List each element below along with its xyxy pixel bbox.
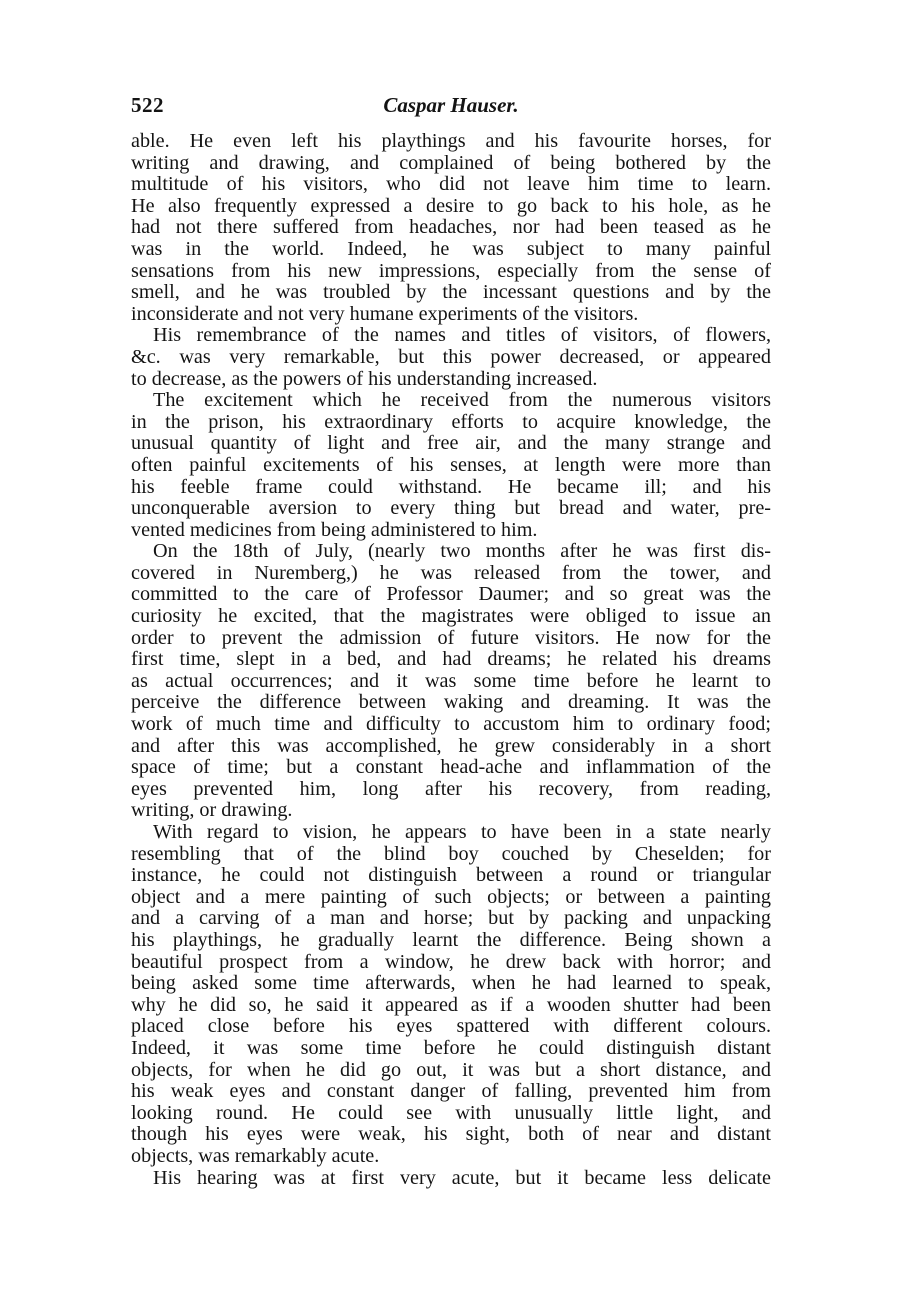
text-line: first time, slept in a bed, and had dreams; he related his dreams [131, 648, 771, 671]
text-line: had not there suffered from headaches, nor had been teased as he [131, 216, 771, 239]
paragraph [131, 541, 771, 822]
text-line: was in the world. Indeed, he was subject to many painful [131, 237, 771, 260]
text-line: object and a mere painting of such objects; or between a painting [131, 885, 771, 908]
text-line: looking round. He could see with unusually little light, and [131, 1101, 771, 1124]
text-line: placed close before his eyes spattered with different colours. [131, 1015, 771, 1038]
text-line: order to prevent the admission of future visitors. He now for the [131, 626, 771, 649]
text-line: why he did so, he said it appeared as if a wooden shutter had been [131, 993, 771, 1016]
text-line: Indeed, it was some time before he could distinguish distant [131, 1036, 771, 1059]
text-line: multitude of his visitors, who did not leave him time to learn. [131, 173, 771, 196]
page-header [131, 93, 771, 123]
text-line: He also frequently expressed a desire to go back to his hole, as he [131, 194, 771, 217]
text-line: unconquerable aversion to every thing but bread and water, pre- [131, 497, 771, 520]
text-line: unusual quantity of light and free air, and the many strange and [131, 432, 771, 455]
text-line: eyes prevented him, long after his recovery, from reading, [131, 777, 771, 800]
paragraph [131, 822, 771, 1168]
text-line: vented medicines from being administered to him. [131, 518, 538, 541]
text-line: though his eyes were weak, his sight, both of near and distant [131, 1123, 771, 1146]
page-number: 522 [131, 93, 164, 117]
text-line: his weak eyes and constant danger of falling, prevented him from [131, 1080, 771, 1103]
text-line: His remembrance of the names and titles of visitors, of flowers, [153, 324, 771, 347]
text-line: His hearing was at first very acute, but it became less delicate [153, 1166, 771, 1189]
text-line: and after this was accomplished, he grew considerably in a short [131, 734, 771, 757]
text-line: perceive the difference between waking and dreaming. It was the [131, 691, 771, 714]
paragraph [131, 1168, 771, 1190]
text-line: sensations from his new impressions, especially from the sense of [131, 259, 771, 282]
text-line: able. He even left his playthings and his favourite horses, for [131, 130, 771, 152]
text-line: resembling that of the blind boy couched by Cheselden; for [131, 842, 771, 865]
paragraph [131, 131, 771, 325]
body-text [131, 131, 771, 1189]
text-line: smell, and he was troubled by the incessant questions and by the [131, 281, 771, 304]
text-line: writing and drawing, and complained of being bothered by the [131, 151, 771, 174]
text-line: beautiful prospect from a window, he drew back with horror; and [131, 950, 771, 973]
text-line: &c. was very remarkable, but this power decreased, or appeared [131, 345, 771, 368]
text-line: covered in Nuremberg,) he was released from the tower, and [131, 561, 771, 584]
text-line: curiosity he excited, that the magistrates were obliged to issue an [131, 605, 771, 628]
text-line: inconsiderate and not very humane experiments of the visitors. [131, 302, 639, 325]
text-line: space of time; but a constant head-ache and inflammation of the [131, 756, 771, 779]
text-line: his feeble frame could withstand. He became ill; and his [131, 475, 771, 498]
text-line: in the prison, his extraordinary efforts to acquire knowledge, the [131, 410, 771, 433]
text-line: writing, or drawing. [131, 799, 293, 822]
text-line: his playthings, he gradually learnt the difference. Being shown a [131, 928, 771, 951]
text-line: committed to the care of Professor Daumer; and so great was the [131, 583, 771, 606]
text-line: With regard to vision, he appears to have been in a state nearly [153, 821, 771, 843]
paragraph [131, 325, 771, 390]
text-line: and a carving of a man and horse; but by packing and unpacking [131, 907, 771, 930]
text-line: as actual occurrences; and it was some time before he learnt to [131, 669, 771, 692]
running-title: Caspar Hauser. [383, 93, 519, 117]
paragraph [131, 390, 771, 541]
text-line: The excitement which he received from the numerous visitors [153, 389, 771, 412]
text-line: objects, was remarkably acute. [131, 1144, 380, 1167]
text-line: to decrease, as the powers of his understanding increased. [131, 367, 598, 390]
text-line: often painful excitements of his senses, at length were more than [131, 453, 771, 476]
text-line: being asked some time afterwards, when he had learned to speak, [131, 972, 771, 995]
text-line: instance, he could not distinguish between a round or triangular [131, 864, 771, 887]
text-line: work of much time and difficulty to accustom him to ordinary food; [131, 713, 771, 736]
text-line: objects, for when he did go out, it was but a short distance, and [131, 1058, 771, 1081]
text-line: On the 18th of July, (nearly two months after he was first dis- [153, 540, 771, 563]
